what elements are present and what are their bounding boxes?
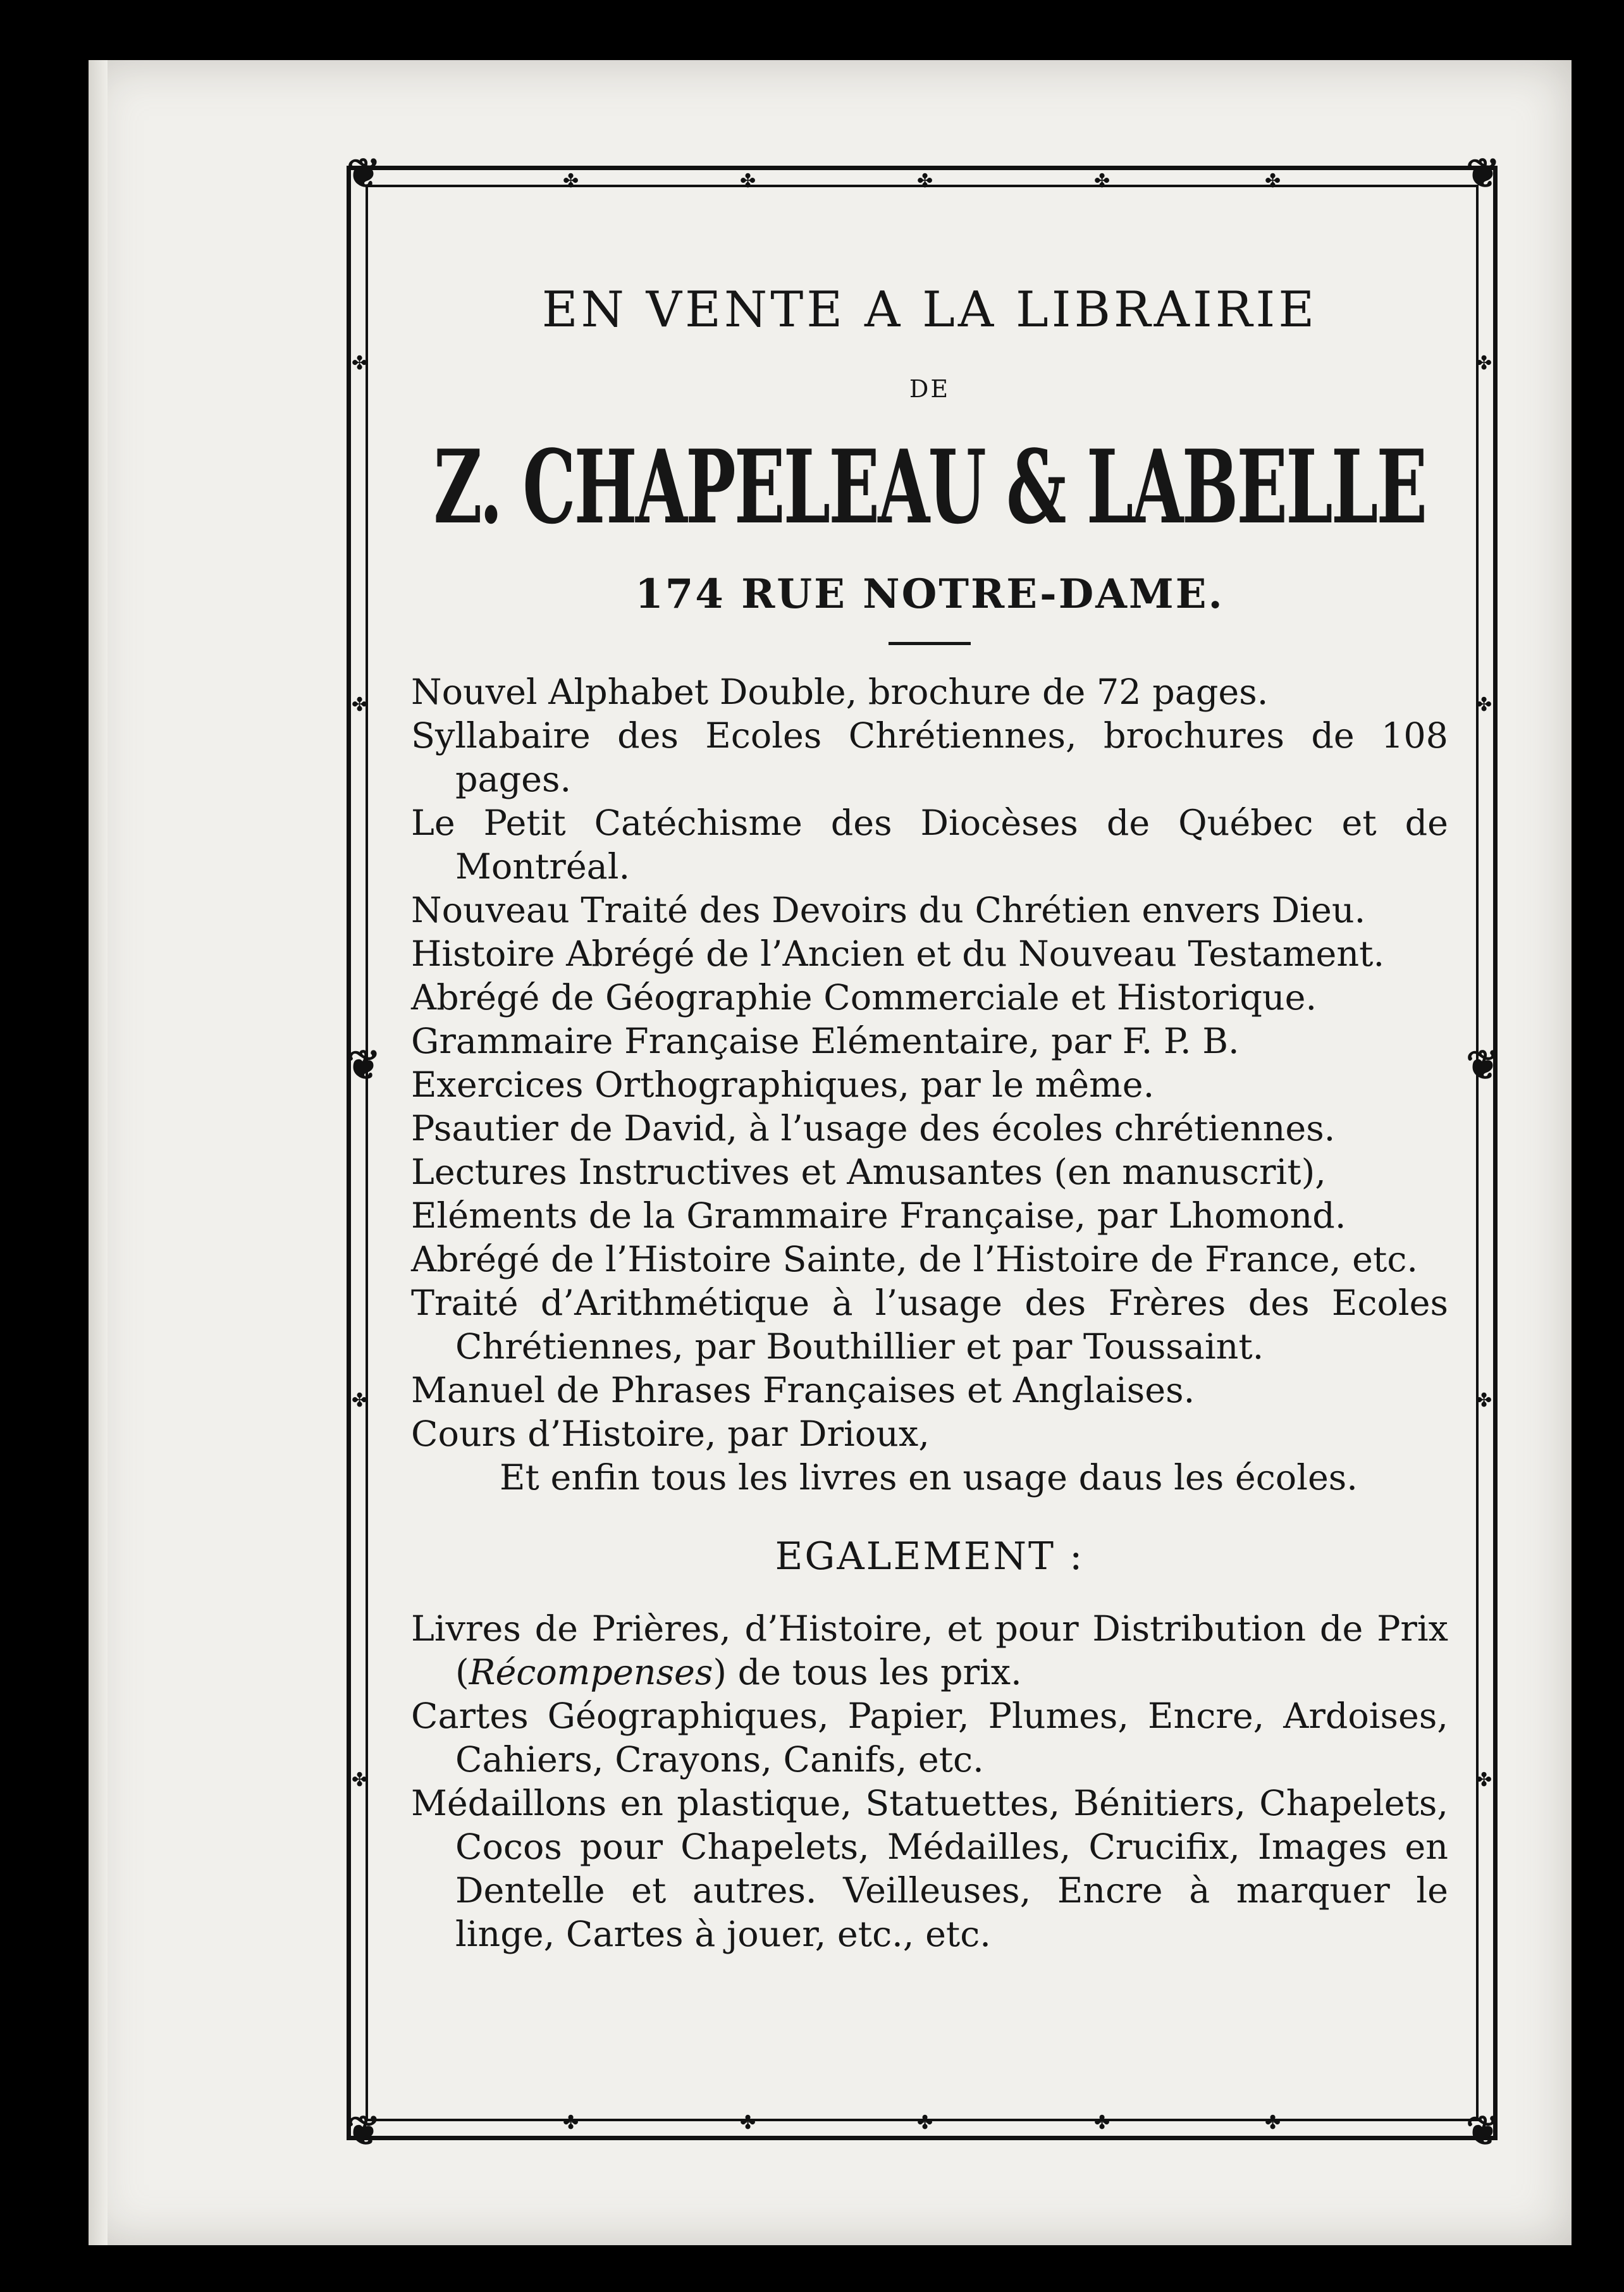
book-list — [411, 670, 1448, 1456]
also-item-italic: Récompenses — [469, 1652, 713, 1693]
border-ornament-left: ✤ — [352, 1769, 368, 1791]
list-item: Abrégé de Géographie Commerciale et Historique. — [411, 977, 1317, 1018]
corner-ornament-bottom-right: ❦ — [1466, 2107, 1500, 2155]
border-ornament-top: ✤ — [1094, 170, 1110, 192]
firm-address: 174 RUE NOTRE-DAME. — [635, 570, 1224, 618]
list-item: Nouvel Alphabet Double, brochure de 72 pages. — [411, 672, 1269, 713]
list-item: Psautier de David, à l’usage des écoles chrétiennes. — [411, 1108, 1336, 1149]
border-ornament-top: ✤ — [917, 170, 933, 192]
border-ornament-top: ✤ — [563, 170, 579, 192]
border-ornament-right: ✤ — [1476, 352, 1492, 374]
list-item: Exercices Orthographiques, par le même. — [411, 1064, 1155, 1106]
book-list-closing: Et enfin tous les livres en usage daus les écoles. — [500, 1457, 1358, 1498]
side-ornament-left: ❦ — [347, 1042, 381, 1089]
section-heading-also: EGALEMENT : — [775, 1534, 1085, 1579]
firm-name: Z. CHAPELEAU & LABELLE — [433, 428, 1426, 546]
also-item-text: Livres de Prières, d’Histoire, et pour Distribution de Prix ( — [411, 1608, 1448, 1693]
border-ornament-bottom: ✤ — [740, 2112, 756, 2134]
also-item-prayer-books — [411, 1607, 1448, 1694]
list-item: Le Petit Catéchisme des Diocèses de Québec et de Montréal. — [411, 803, 1448, 887]
side-ornament-right: ❦ — [1466, 1042, 1500, 1089]
list-item: Lectures Instructives et Amusantes (en manuscrit), — [411, 1152, 1326, 1193]
border-ornament-left: ✤ — [352, 1389, 368, 1412]
border-ornament-right: ✤ — [1476, 1769, 1492, 1791]
border-ornament-bottom: ✤ — [1094, 2112, 1110, 2134]
list-item: Traité d’Arithmétique à l’usage des Frères des Ecoles Chrétiennes, par Bouthillier et par Toussaint. — [411, 1283, 1448, 1367]
also-item-stationery: Cartes Géographiques, Papier, Plumes, Encre, Ardoises, Cahiers, Crayons, Canifs, etc. — [411, 1696, 1448, 1780]
border-ornament-top: ✤ — [740, 170, 756, 192]
advertisement-content — [411, 272, 1448, 1956]
corner-ornament-top-left: ❦ — [347, 150, 381, 197]
border-ornament-right: ✤ — [1476, 694, 1492, 716]
list-item: Nouveau Traité des Devoirs du Chrétien envers Dieu. — [411, 890, 1366, 931]
border-ornament-right: ✤ — [1476, 1389, 1492, 1412]
list-item: Histoire Abrégé de l’Ancien et du Nouveau Testament. — [411, 933, 1385, 975]
also-item-devotional: Médaillons en plastique, Statuettes, Bénitiers, Chapelets, Cocos pour Chapelets, Médailles, Crucifix, Images en Dentelle et autres. Veilleuses, Encre à marquer le linge, Cartes à jouer, etc., etc. — [411, 1783, 1448, 1955]
divider-rule — [889, 642, 971, 645]
list-item: Cours d’Histoire, par Drioux, — [411, 1414, 930, 1455]
list-item: Syllabaire des Ecoles Chrétiennes, brochures de 108 pages. — [411, 715, 1448, 800]
border-ornament-top: ✤ — [1265, 170, 1281, 192]
list-item: Manuel de Phrases Françaises et Anglaises. — [411, 1370, 1195, 1411]
page-edge — [89, 60, 108, 2245]
list-item: Eléments de la Grammaire Française, par Lhomond. — [411, 1195, 1346, 1236]
list-item: Grammaire Française Elémentaire, par F. P. B. — [411, 1021, 1240, 1062]
border-ornament-bottom: ✤ — [1265, 2112, 1281, 2134]
corner-ornament-bottom-left: ❦ — [347, 2107, 381, 2155]
border-ornament-left: ✤ — [352, 352, 368, 374]
border-ornament-bottom: ✤ — [917, 2112, 933, 2134]
corner-ornament-top-right: ❦ — [1466, 150, 1500, 197]
border-ornament-left: ✤ — [352, 694, 368, 716]
notice-subheading: DE — [909, 375, 950, 403]
notice-heading: EN VENTE A LA LIBRAIRIE — [541, 281, 1318, 338]
border-ornament-bottom: ✤ — [563, 2112, 579, 2134]
also-item-text: ) de tous les prix. — [713, 1652, 1022, 1693]
list-item: Abrégé de l’Histoire Sainte, de l’Histoire de France, etc. — [411, 1239, 1418, 1280]
